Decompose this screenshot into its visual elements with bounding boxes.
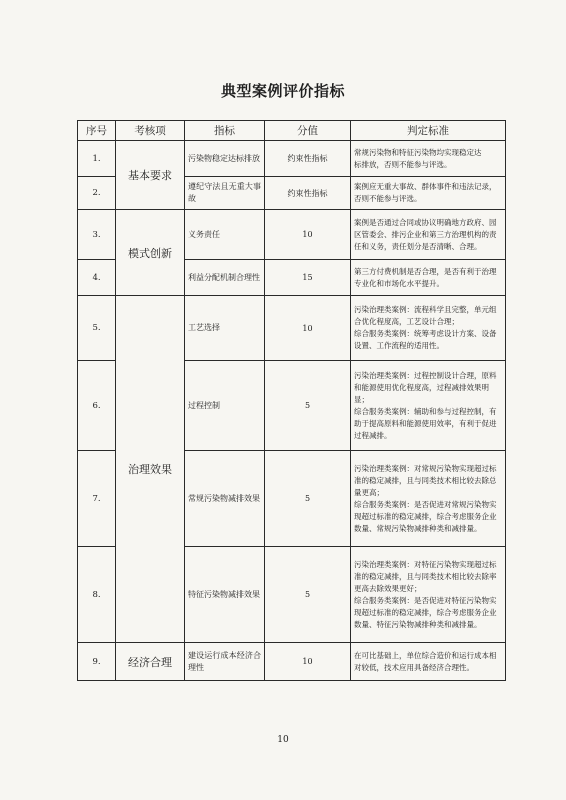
row-seq: 7. [78, 451, 116, 547]
criteria-line: 数量、特征污染物减排种类和减排量。 [354, 619, 482, 629]
criteria-line: 和能源使用优化程度高，过程减排效果明 [354, 382, 489, 392]
row-indicator: 常规污染物减排效果 [185, 451, 265, 547]
criteria-line: 案例应无重大事故、群体事件和违法记录， [354, 182, 497, 191]
row-seq: 2. [78, 177, 116, 210]
evaluation-table [77, 120, 506, 681]
page-title: 典型案例评价指标 [220, 82, 345, 100]
row-criteria [351, 210, 506, 260]
criteria-line: 更高去除效果更好； [354, 583, 422, 593]
table-row [78, 296, 506, 361]
row-indicator: 遵纪守法且无重大事故 [185, 177, 265, 210]
row-criteria [351, 361, 506, 451]
category-basic: 基本要求 [116, 141, 185, 210]
row-score: 10 [265, 296, 351, 361]
row-seq: 1. [78, 141, 116, 177]
criteria-line: 现超过标准的稳定减排，综合考虑服务企业 [354, 607, 497, 617]
row-criteria [351, 451, 506, 547]
row-score: 约束性指标 [265, 177, 351, 210]
header-indicator: 指标 [185, 121, 265, 141]
criteria-line: 数量、常规污染物减排种类和减排量。 [354, 523, 482, 533]
header-criteria: 判定标准 [351, 121, 506, 141]
row-seq: 8. [78, 547, 116, 643]
criteria-line: 对较低，技术应用具备经济合理性。 [354, 662, 474, 672]
row-indicator: 特征污染物减排效果 [185, 547, 265, 643]
criteria-line: 区管委会、排污企业和第三方治理机构的责 [354, 229, 497, 239]
row-score: 15 [265, 260, 351, 296]
row-criteria [351, 296, 506, 361]
row-criteria [351, 260, 506, 296]
criteria-line: 助于提高原料和能源使用效率，有利于促进 [354, 418, 497, 428]
criteria-line: 过程减排。 [354, 430, 392, 440]
row-seq: 6. [78, 361, 116, 451]
row-indicator: 利益分配机制合理性 [185, 260, 265, 296]
category-governance: 治理效果 [116, 296, 185, 643]
criteria-line: 准的稳定减排，且与同类技术相比较去除总 [354, 475, 497, 485]
row-criteria [351, 643, 506, 681]
criteria-line: 标排放，否则不能参与评选。 [354, 159, 452, 169]
row-score: 10 [265, 643, 351, 681]
criteria-line: 专业化和市场化水平提升。 [354, 278, 444, 288]
criteria-line: 常规污染物和特征污染物均实现稳定达 [354, 147, 482, 157]
table-row [78, 210, 506, 260]
criteria-line: 案例是否通过合同或协议明确地方政府、园 [354, 217, 497, 227]
criteria-line: 量更高； [354, 487, 384, 497]
header-score: 分值 [265, 121, 351, 141]
row-score: 约束性指标 [265, 141, 351, 177]
criteria-line: 污染治理类案例：流程科学且完整，单元组 [354, 305, 497, 314]
page-number: 10 [277, 735, 289, 745]
table-row [78, 141, 506, 177]
criteria-line: 合优化程度高，工艺设计合理； [354, 317, 459, 326]
row-score: 5 [265, 361, 351, 451]
criteria-line: 任和义务，责任划分是否清晰、合理。 [354, 241, 482, 251]
row-seq: 9. [78, 643, 116, 681]
criteria-line: 在可比基础上，单位综合造价和运行成本相 [354, 650, 497, 660]
row-indicator: 义务责任 [185, 210, 265, 260]
row-score: 5 [265, 451, 351, 547]
criteria-line: 污染治理类案例：过程控制设计合理，原料 [354, 370, 497, 380]
criteria-line: 第三方付费机制是否合理，是否有利于治理 [354, 266, 497, 276]
category-economic: 经济合理 [116, 643, 185, 681]
criteria-line: 综合服务类案例：是否促进对特征污染物实 [354, 595, 497, 605]
row-seq: 3. [78, 210, 116, 260]
criteria-line: 准的稳定减排，且与同类技术相比较去除率 [354, 571, 497, 581]
row-seq: 4. [78, 260, 116, 296]
criteria-line: 综合服务类案例：统筹考虑设计方案、设备 [354, 329, 497, 338]
row-criteria [351, 547, 506, 643]
header-seq: 序号 [78, 121, 116, 141]
table-header-row [78, 121, 506, 141]
table-row [78, 643, 506, 681]
criteria-line: 否则不能参与评选。 [354, 194, 422, 203]
criteria-line: 污染治理类案例：对常规污染物实现超过标 [354, 463, 497, 473]
row-score: 10 [265, 210, 351, 260]
row-criteria [351, 177, 506, 210]
row-seq: 5. [78, 296, 116, 361]
row-indicator: 污染物稳定达标排放 [185, 141, 265, 177]
criteria-line: 设置、工作流程的适用性。 [354, 341, 444, 350]
row-indicator: 建设运行成本经济合理性 [185, 643, 265, 681]
category-mode-innovation: 模式创新 [116, 210, 185, 296]
row-indicator: 工艺选择 [185, 296, 265, 361]
criteria-line: 污染治理类案例：对特征污染物实现超过标 [354, 559, 497, 569]
header-category: 考核项 [116, 121, 185, 141]
criteria-line: 显； [354, 394, 369, 404]
criteria-line: 现超过标准的稳定减排，综合考虑服务企业 [354, 511, 497, 521]
criteria-line: 综合服务类案例：辅助和参与过程控制，有 [354, 406, 497, 416]
criteria-line: 综合服务类案例：是否促进对常规污染物实 [354, 499, 497, 509]
row-indicator: 过程控制 [185, 361, 265, 451]
row-criteria [351, 141, 506, 177]
row-score: 5 [265, 547, 351, 643]
